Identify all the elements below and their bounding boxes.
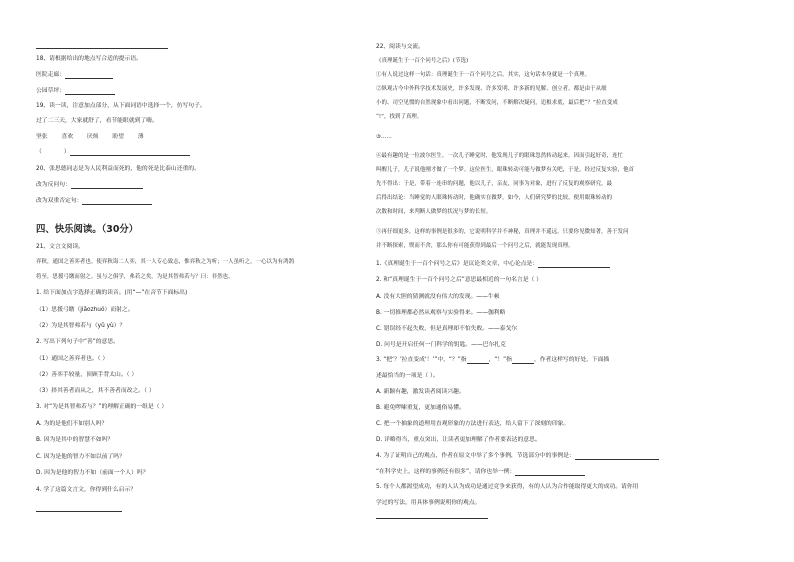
right-column — [376, 0, 768, 562]
word-3: 厌烦 — [86, 134, 99, 140]
example-blank[interactable] — [575, 453, 659, 460]
q22-paragraph-1: ①有人说过这样一句话：真理诞生于一百个问号之后。其实，这句话本身就是一个真理。 — [376, 72, 591, 78]
q19-sentence: 过了二三天，大家就舒了，看节能眼就到了嗨。 — [36, 118, 158, 124]
q21-answer-line[interactable] — [36, 511, 122, 512]
q22-paragraph-2-line3: “!”，找到了真理。 — [376, 114, 423, 120]
q22-paragraph-4-line1: ④最有趣的是一位波尔医生。一次儿子睡觉时，他发现儿子的眼珠忽然转动起来，因而引起好奇，连忙 — [376, 153, 624, 159]
q21-question: 21、文言文阅读。 — [36, 244, 84, 250]
double-negative-blank[interactable] — [82, 198, 152, 205]
word-5: 薄 — [137, 134, 144, 140]
q21-passage-line1: 弈秋，通国之善弈者也。使弈秋诲二人弈，其一人专心致志，惟弈秋之为听；一人虽听之，一心以为有鸿鹄 — [36, 259, 295, 265]
hospital-blank[interactable] — [65, 72, 113, 79]
q22-paragraph-4-line2: 叫醒儿子，儿子说他刚才做了一个梦。这位医生，眼珠转动可能与做梦有关吧，于是，经过反复实验，他首 — [376, 167, 635, 173]
q21-option-b: B. 因为是其中的智慧不如吗？ — [36, 437, 114, 443]
q22-question: 22、阅读与交流。 — [376, 44, 424, 50]
q22-paragraph-4-line3: 先不得出：于是，带着一连串的问题，他以儿子，亲友，同事为对象，进行了反复的观察研究，最 — [376, 181, 613, 187]
q22-paragraph-5-line1: ⑤再仔细更多，这样的事例是很多的，它说明科学并不神秘，真理并不遥远。只要你见微知著，善于发问 — [376, 229, 629, 235]
q22-sub5: 5. 每个人都渴望成功，有的人认为成功是通过竞争来获得，有的人认为合作能取得更大的成功。请你用 — [376, 484, 639, 490]
q20-double-negative: 改为双重否定句： — [36, 198, 152, 205]
q22-article-title: 《真理诞生于一百个问号之后》(节选) — [376, 58, 469, 64]
q22-sub3-option-b: B. 避免啰嗦重复，更加通俗易懂。 — [376, 405, 465, 411]
central-argument-blank[interactable] — [538, 261, 610, 268]
q22-sub4: 4. 为了证明自己的观点，作者在原文中举了多个事例，节选部分中的事例是： — [376, 453, 659, 460]
q22-paragraph-4-line5: 次数和时间，来判断人做梦的状况与梦的长短。 — [376, 209, 492, 215]
q18-question: 18、请根据给出的地点写合适的提示语。 — [36, 56, 142, 62]
section4-title: 四、快乐阅读。（30分） — [36, 224, 139, 235]
q21-sub3: 3. 对“为是其智弗若与？”的理解正确的一组是（ ） — [36, 404, 168, 410]
q22-sub5-line2: 学过的写法，用具体事例说明你的观点。 — [376, 500, 481, 506]
q22-paragraph-4-line4: 后得出结论：当睡觉的人眼珠转动时，他确实在做梦。如今，人们研究梦的比较，便用眼珠转动的 — [376, 195, 613, 201]
q22-sub3-option-d: D. 详略得当，重点突出，让读者更加理解了作者要表达的意思。 — [376, 437, 541, 443]
own-example-blank[interactable] — [515, 469, 585, 476]
q22-sub2: 2. 和“真理诞生于一百个问号之后”意思最相近的一句名言是（ ） — [376, 277, 542, 283]
q20-question: 20、张思德同志是为人民利益而死的，他的死是比泰山还重的。 — [36, 166, 200, 172]
q22-sub3-line2: 述最恰当的一项是（ ）。 — [376, 373, 439, 379]
q21-option-a: A. 为的是他们不如别人吗？ — [36, 421, 108, 427]
exclamation-blank[interactable] — [512, 357, 534, 364]
q21-sub1: 1. 给下面加点字选择正确的读音。(用“—”在音节下面标出) — [36, 290, 188, 296]
q19-answer: （ ） — [36, 149, 190, 156]
q22-paragraph-2-line1: ②纵观古今中外科学技术发展史，许多发现、许多发明、许多新的见解、创立者，都是由于从细 — [376, 86, 607, 92]
q22-answer-line[interactable] — [376, 518, 488, 519]
q18-park: 公园草坪： — [36, 88, 115, 95]
answer-line-top — [36, 48, 168, 49]
park-blank[interactable] — [65, 88, 115, 95]
word-2: 喜欢 — [61, 134, 74, 140]
q21-option-d: D. 因为是他的智力不如（前面一个人）吗？ — [36, 470, 149, 476]
q22-sub4-line2: “在科学史上，这样的事例还有很多”，请你也举一例： — [376, 469, 585, 476]
q19-word-list — [36, 134, 144, 141]
q21-sub2-b: （2）善弈手较量，顶顾手背太山。（ ） — [36, 372, 138, 378]
rhetorical-blank[interactable] — [71, 182, 143, 189]
q22-paragraph-3: ③…… — [376, 134, 392, 140]
q20-rhetorical: 改为反问句： — [36, 182, 143, 189]
question-mark-blank[interactable] — [467, 357, 489, 364]
q22-sub3: 3. “把‘？’拉直变成‘！’”中，“？”指 ，“！”指 ，作者这样写的好处，下面描 — [376, 357, 610, 363]
q22-sub2-option-c: C. 错误经不起失败，但是真理却不怕失败。——泰戈尔 — [376, 326, 518, 332]
q22-sub3-option-a: A. 新颖有趣，激发读者阅读兴趣。 — [376, 389, 465, 395]
left-column — [36, 0, 361, 562]
q21-option-c: C. 因为是他的智力不如以前了吗？ — [36, 454, 125, 460]
q22-sub2-option-d: D. 问号是开启任何一门科学的钥匙。——巴尔扎克 — [376, 342, 506, 348]
q21-passage-line2: 将至，思援弓缴而射之。虽与之俱学，弗若之矣。为是其智弗若与？曰：非然也。 — [36, 274, 234, 280]
q19-blank[interactable] — [70, 149, 190, 156]
q22-paragraph-5-line2: 并不断探索，锲而不舍，那么你有可能获得到最后一个问号之后，就能发现真理。 — [376, 243, 574, 249]
q21-sub2-a: （1）通国之善弈者也。（ ） — [36, 356, 109, 362]
q21-sub1-b: （2）为是其智弗若与（yǔ yù）？ — [36, 323, 126, 329]
q22-sub2-option-a: A. 没有大胆的猜测就没有伟大的发现。——牛顿 — [376, 294, 500, 300]
q22-paragraph-2-line2: 小的、司空见惯的自然现象中看出问题，不断发问，不断解决疑问，追根求底，最后把“？”拉直变成 — [376, 100, 618, 106]
q22-sub2-option-b: B. 一切推理都必然从观察与实验得来。——伽利略 — [376, 310, 506, 316]
q22-sub3-option-c: C. 把一个抽象的道理用直观形象的方法进行表达，给人留下了深刻的印象。 — [376, 421, 570, 427]
q22-sub1: 1.《真理诞生于一百个问号之后》是议论类文章，中心论点是： — [376, 261, 610, 268]
q18-hospital: 医院走廊： — [36, 72, 113, 79]
q19-question: 19、读一读，注意加点部分，从下面词语中选择一个，仿写句子。 — [36, 103, 206, 109]
q21-sub2-c: （3）择其善者而从之，其不善者而改之。（ ） — [36, 388, 155, 394]
q21-sub2: 2. 写出下列句子中“善”的意思。 — [36, 339, 119, 345]
word-4: 盼望 — [112, 134, 124, 140]
q21-sub1-a: （1）思援弓缴（jiǎozhuó）而射之。 — [36, 307, 134, 313]
q21-sub4: 4. 学了这篇文言文，你得到什么启示？ — [36, 487, 137, 493]
word-1: 坚张 — [36, 134, 48, 140]
